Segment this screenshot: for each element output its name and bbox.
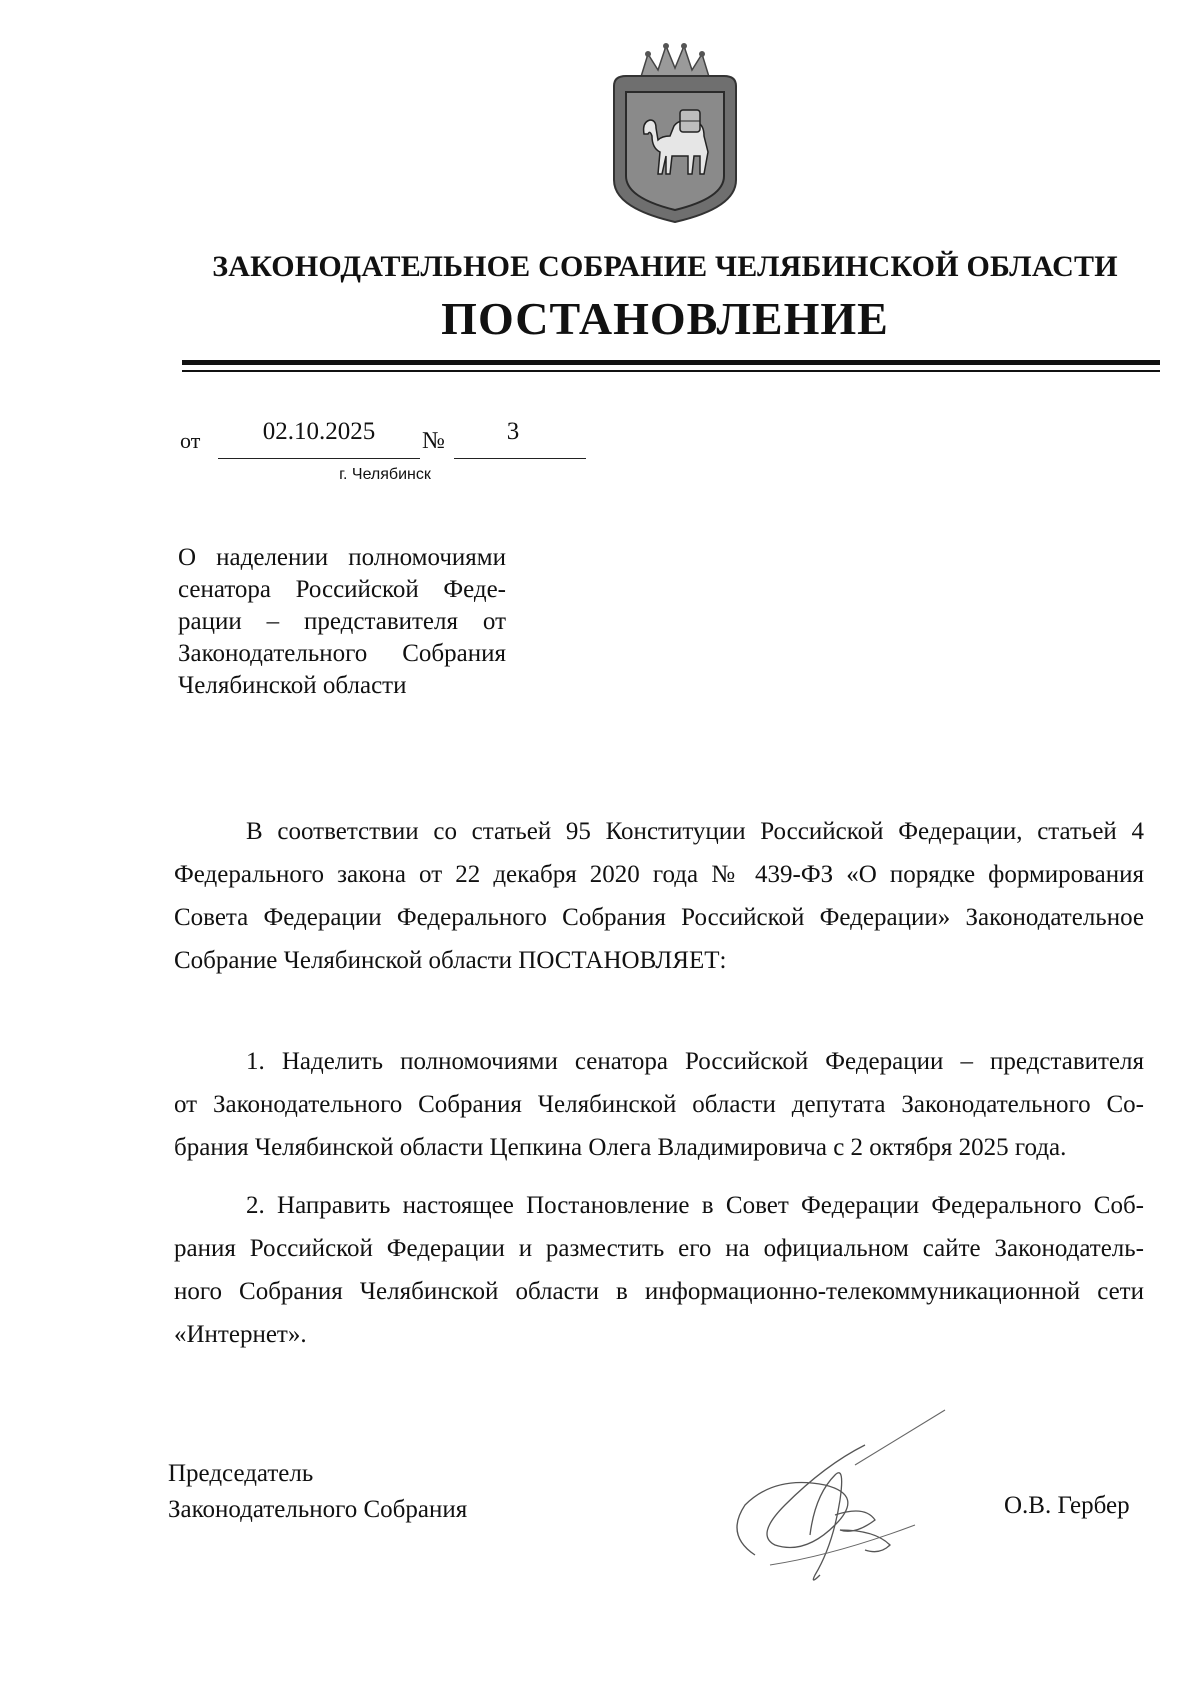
paragraph-line: 1. Наделить полномочиями сенатора Российской Федерации – представителя (246, 1048, 1144, 1075)
coat-of-arms-icon (600, 40, 750, 226)
paragraph-line: от Законодательного Собрания Челябинской области депутата Законодательного Со- (174, 1091, 1144, 1118)
date-underline (218, 458, 420, 459)
paragraph-line: В соответствии со статьей 95 Конституции Российской Федерации, статьей 4 (246, 818, 1144, 845)
document-date: 02.10.2025 (262, 418, 376, 445)
document-type-title: ПОСТАНОВЛЕНИЕ (441, 293, 889, 344)
position-line: Законодательного Собрания (168, 1496, 468, 1523)
number-underline (454, 458, 586, 459)
paragraph-line: 2. Направить настоящее Постановление в Совет Федерации Федерального Соб- (246, 1192, 1144, 1219)
handwritten-signature-icon (715, 1405, 975, 1605)
subject-line: Законодательного Собрания (178, 640, 506, 667)
number-sign-label: № (422, 428, 445, 454)
paragraph-line: Совета Федерации Федерального Собрания Российской Федерации» Законодательное (174, 904, 1144, 931)
subject-line: Челябинской области (178, 672, 407, 699)
resolution-item-2 (174, 1184, 1144, 1356)
paragraph-line: рания Российской Федерации и разместить его на официальном сайте Законодатель- (174, 1235, 1144, 1262)
header-rule-thick (182, 360, 1160, 365)
subject-line: О наделении полномочиями (178, 544, 506, 571)
preamble-paragraph (174, 810, 1144, 982)
paragraph-line: ного Собрания Челябинской области в информационно-телекоммуникационной сети (174, 1278, 1144, 1305)
organization-title: ЗАКОНОДАТЕЛЬНОЕ СОБРАНИЕ ЧЕЛЯБИНСКОЙ ОБЛАСТИ (212, 250, 1118, 283)
position-line: Председатель (168, 1460, 314, 1487)
paragraph-line: «Интернет». (174, 1321, 307, 1348)
date-prefix-label: от (180, 428, 201, 453)
paragraph-line: Федерального закона от 22 декабря 2020 года № 439-ФЗ «О порядке формирования (174, 861, 1144, 888)
city-label: г. Челябинск (339, 466, 431, 483)
paragraph-line: брания Челябинской области Цепкина Олега Владимировича с 2 октября 2025 года. (174, 1134, 1067, 1161)
signatory-position (168, 1456, 467, 1528)
subject-line: сенатора Российской Феде- (178, 576, 506, 603)
signatory-name: О.В. Гербер (1004, 1492, 1130, 1519)
document-subject (178, 542, 506, 702)
subject-line: рации – представителя от (178, 608, 506, 635)
header-rule-thin (182, 370, 1160, 372)
document-number: 3 (506, 418, 520, 445)
paragraph-line: Собрание Челябинской области ПОСТАНОВЛЯЕТ: (174, 947, 727, 974)
resolution-item-1 (174, 1040, 1144, 1169)
